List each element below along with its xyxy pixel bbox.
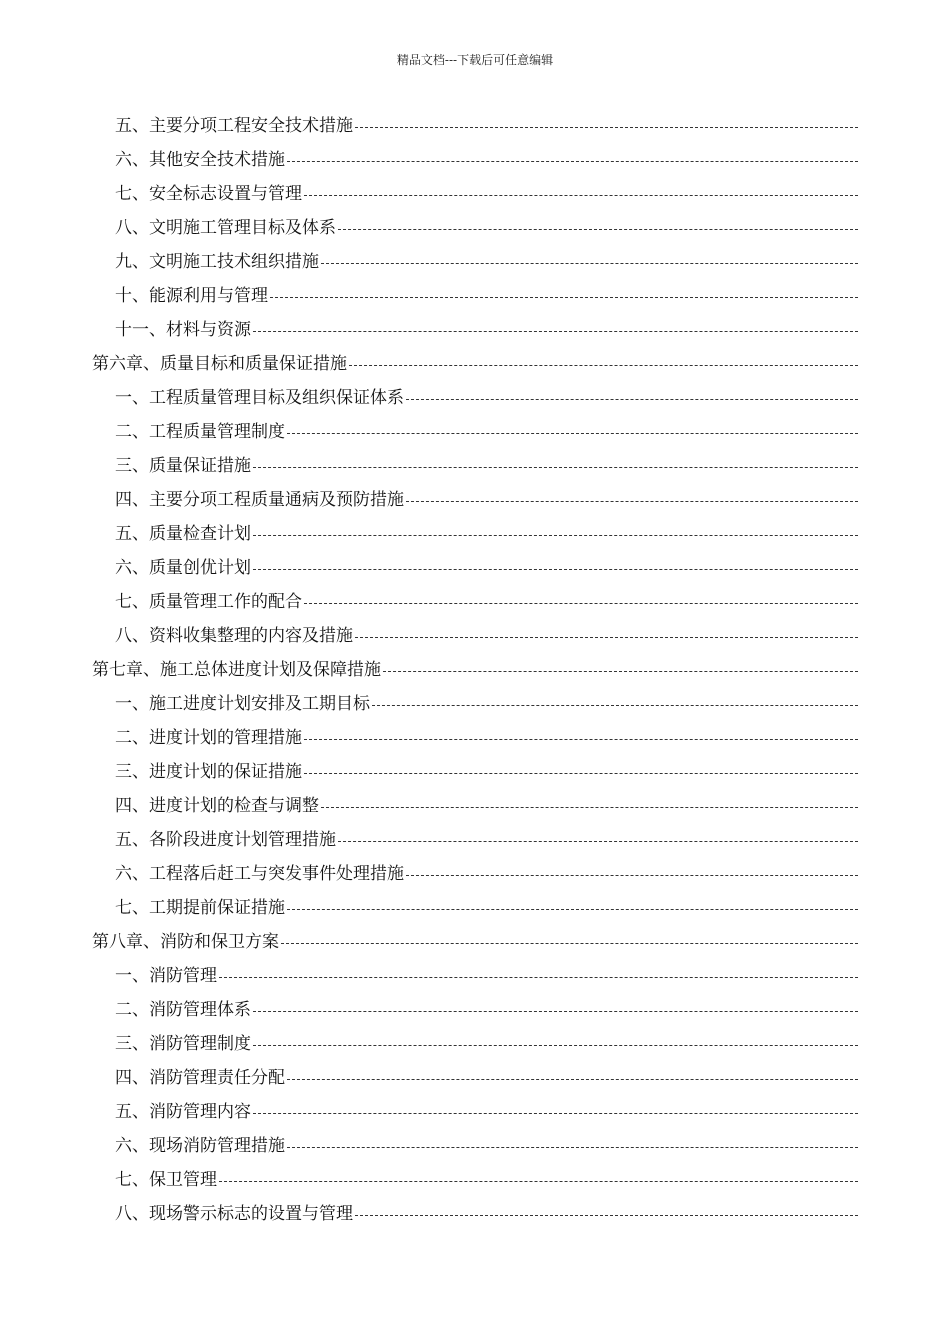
toc-chapter-entry[interactable]	[0, 653, 950, 687]
toc-entry-title: 三、消防管理制度	[115, 1034, 251, 1054]
toc-entry-title: 七、工期提前保证措施	[115, 898, 285, 918]
toc-leader-line	[406, 875, 858, 876]
toc-entry[interactable]	[0, 109, 950, 143]
toc-entry-title: 六、工程落后赶工与突发事件处理措施	[115, 864, 404, 884]
toc-leader-line	[253, 1113, 858, 1114]
toc-entry[interactable]	[0, 1129, 950, 1163]
toc-entry-title: 六、现场消防管理措施	[115, 1136, 285, 1156]
toc-leader-line	[355, 1215, 858, 1216]
toc-entry-title: 八、现场警示标志的设置与管理	[115, 1204, 353, 1224]
toc-entry[interactable]	[0, 619, 950, 653]
toc-entry-title: 三、进度计划的保证措施	[115, 762, 302, 782]
toc-leader-line	[287, 1079, 858, 1080]
toc-chapter-title: 第六章、质量目标和质量保证措施	[92, 354, 347, 374]
toc-leader-line	[406, 501, 858, 502]
toc-entry-title: 二、进度计划的管理措施	[115, 728, 302, 748]
toc-leader-line	[281, 943, 858, 944]
toc-entry[interactable]	[0, 211, 950, 245]
toc-entry-title: 七、质量管理工作的配合	[115, 592, 302, 612]
toc-leader-line	[349, 365, 858, 366]
toc-entry[interactable]	[0, 585, 950, 619]
toc-entry-title: 八、文明施工管理目标及体系	[115, 218, 336, 238]
toc-entry[interactable]	[0, 517, 950, 551]
toc-entry-title: 一、工程质量管理目标及组织保证体系	[115, 388, 404, 408]
toc-chapter-entry[interactable]	[0, 925, 950, 959]
toc-entry[interactable]	[0, 483, 950, 517]
toc-leader-line	[372, 705, 858, 706]
toc-leader-line	[287, 433, 858, 434]
toc-leader-line	[253, 1011, 858, 1012]
toc-entry-title: 六、其他安全技术措施	[115, 150, 285, 170]
toc-entry[interactable]	[0, 449, 950, 483]
toc-leader-line	[338, 841, 858, 842]
toc-entry-title: 五、质量检查计划	[115, 524, 251, 544]
toc-leader-line	[304, 195, 858, 196]
page-header: 精品文档---下载后可任意编辑	[396, 53, 554, 67]
toc-leader-line	[304, 773, 858, 774]
toc-entry-title: 九、文明施工技术组织措施	[115, 252, 319, 272]
toc-entry[interactable]	[0, 143, 950, 177]
toc-leader-line	[253, 467, 858, 468]
toc-entry-title: 七、保卫管理	[115, 1170, 217, 1190]
toc-leader-line	[287, 161, 858, 162]
toc-entry-title: 十一、材料与资源	[115, 320, 251, 340]
toc-entry-title: 四、进度计划的检查与调整	[115, 796, 319, 816]
toc-entry-title: 一、施工进度计划安排及工期目标	[115, 694, 370, 714]
toc-leader-line	[253, 569, 858, 570]
toc-entry[interactable]	[0, 857, 950, 891]
toc-leader-line	[219, 977, 858, 978]
toc-leader-line	[270, 297, 858, 298]
toc-entry-title: 五、主要分项工程安全技术措施	[115, 116, 353, 136]
toc-entry[interactable]	[0, 823, 950, 857]
toc-leader-line	[253, 331, 858, 332]
table-of-contents	[0, 109, 950, 1231]
toc-entry[interactable]	[0, 755, 950, 789]
toc-entry[interactable]	[0, 279, 950, 313]
toc-leader-line	[321, 807, 858, 808]
toc-entry[interactable]	[0, 1061, 950, 1095]
toc-leader-line	[253, 1045, 858, 1046]
toc-entry-title: 五、各阶段进度计划管理措施	[115, 830, 336, 850]
toc-entry-title: 三、质量保证措施	[115, 456, 251, 476]
toc-entry[interactable]	[0, 381, 950, 415]
toc-entry-title: 十、能源利用与管理	[115, 286, 268, 306]
toc-leader-line	[383, 671, 858, 672]
toc-entry[interactable]	[0, 313, 950, 347]
toc-leader-line	[338, 229, 858, 230]
toc-entry[interactable]	[0, 1027, 950, 1061]
toc-entry[interactable]	[0, 687, 950, 721]
toc-entry-title: 二、消防管理体系	[115, 1000, 251, 1020]
toc-leader-line	[304, 603, 858, 604]
toc-chapter-title: 第七章、施工总体进度计划及保障措施	[92, 660, 381, 680]
toc-entry[interactable]	[0, 551, 950, 585]
toc-leader-line	[304, 739, 858, 740]
toc-leader-line	[355, 127, 858, 128]
toc-entry[interactable]	[0, 789, 950, 823]
toc-entry[interactable]	[0, 1197, 950, 1231]
toc-entry-title: 四、主要分项工程质量通病及预防措施	[115, 490, 404, 510]
toc-leader-line	[287, 1147, 858, 1148]
toc-entry[interactable]	[0, 993, 950, 1027]
toc-entry-title: 七、安全标志设置与管理	[115, 184, 302, 204]
toc-leader-line	[219, 1181, 858, 1182]
toc-chapter-title: 第八章、消防和保卫方案	[92, 932, 279, 952]
toc-leader-line	[287, 909, 858, 910]
toc-entry[interactable]	[0, 1095, 950, 1129]
toc-leader-line	[321, 263, 858, 264]
toc-entry-title: 四、消防管理责任分配	[115, 1068, 285, 1088]
toc-leader-line	[355, 637, 858, 638]
toc-entry[interactable]	[0, 891, 950, 925]
toc-entry[interactable]	[0, 959, 950, 993]
toc-entry[interactable]	[0, 177, 950, 211]
toc-entry[interactable]	[0, 1163, 950, 1197]
toc-leader-line	[406, 399, 858, 400]
toc-entry[interactable]	[0, 245, 950, 279]
toc-leader-line	[253, 535, 858, 536]
toc-entry-title: 八、资料收集整理的内容及措施	[115, 626, 353, 646]
toc-entry[interactable]	[0, 721, 950, 755]
toc-entry[interactable]	[0, 415, 950, 449]
toc-entry-title: 六、质量创优计划	[115, 558, 251, 578]
toc-entry-title: 一、消防管理	[115, 966, 217, 986]
toc-entry-title: 五、消防管理内容	[115, 1102, 251, 1122]
toc-entry-title: 二、工程质量管理制度	[115, 422, 285, 442]
toc-chapter-entry[interactable]	[0, 347, 950, 381]
